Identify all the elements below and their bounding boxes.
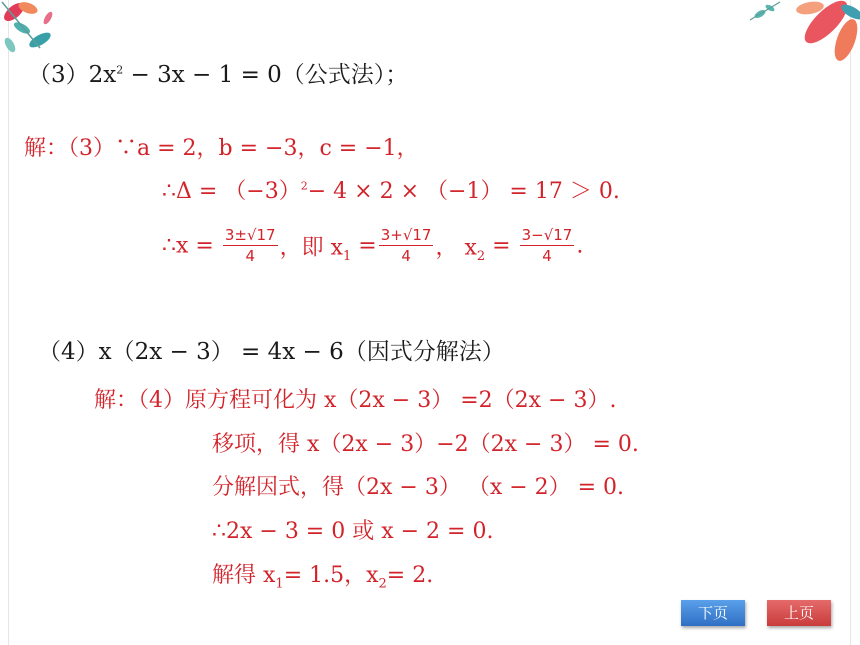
solution-3-delta-b: − 4 × 2 × （−1） = 17 ＞ 0.: [307, 179, 620, 204]
fraction-root-2: [520, 228, 575, 264]
subscript-1: 1: [343, 249, 352, 264]
solution-3-eq-1: =: [351, 233, 377, 259]
solution-4-subscript-2: 2: [378, 576, 387, 592]
problem-3-statement: [28, 56, 408, 89]
solution-4-line-5: [212, 558, 433, 591]
solution-3-x-prefix: ∴x =: [162, 233, 221, 259]
solution-4-subscript-1: 1: [275, 576, 284, 592]
solution-4-line-1: 解：（4）原方程可化为 x（2x − 3） =2（2x − 3）.: [94, 388, 617, 413]
solution-3-line-1: 解：（3）∵a = 2，b = −3，c = −1，: [24, 136, 419, 161]
fraction-root-2-denominator: 4: [542, 247, 552, 265]
problem-3-exponent: 2: [116, 63, 124, 77]
next-page-button[interactable]: 下页: [681, 600, 745, 626]
problem-3-label: （3）: [28, 62, 89, 88]
problem-4-statement: （4）x（2x − 3） = 4x − 6（因式分解法）: [38, 339, 505, 365]
solution-3-mid-1: ，即 x: [279, 235, 343, 261]
solution-3-line-3: [162, 228, 583, 264]
solution-3-end: .: [576, 233, 584, 259]
solution-3-delta-a: ∴Δ = （−3）: [162, 179, 301, 204]
problem-3-eq-b: − 3x − 1 = 0（公式法）；: [123, 62, 409, 88]
solution-3-eq-2: =: [485, 233, 518, 259]
fraction-root-1-denominator: 4: [401, 247, 411, 265]
solution-3-mid-2: ， x: [435, 235, 477, 261]
solution-4-final-c: = 2.: [386, 563, 434, 588]
fraction-root-1-numerator: 3+√17: [380, 226, 432, 244]
fraction-root-1: [379, 228, 434, 264]
solution-4-line-3: 分解因式，得（2x − 3） （x − 2） = 0.: [212, 475, 625, 500]
leaf-decoration-right-icon: [730, 0, 860, 75]
fraction-general: [223, 228, 278, 264]
previous-page-button[interactable]: 上页: [767, 600, 831, 626]
solution-4-line-2: 移项，得 x（2x − 3）−2（2x − 3） = 0.: [212, 432, 639, 457]
solution-3-line-2: [162, 174, 620, 205]
slide-frame: [8, 0, 851, 645]
fraction-root-2-numerator: 3−√17: [521, 226, 573, 244]
solution-4-line-4: ∴2x − 3 = 0 或 x − 2 = 0.: [212, 519, 494, 544]
problem-3-eq-a: 2x: [88, 62, 117, 88]
fraction-general-denominator: 4: [245, 247, 255, 265]
solution-4-final-b: = 1.5，x: [283, 563, 379, 588]
subscript-2: 2: [476, 249, 486, 264]
fraction-general-numerator: 3±√17: [224, 226, 276, 244]
solution-4-final-a: 解得 x: [212, 563, 276, 588]
solution-3-delta-exponent: 2: [300, 179, 308, 193]
